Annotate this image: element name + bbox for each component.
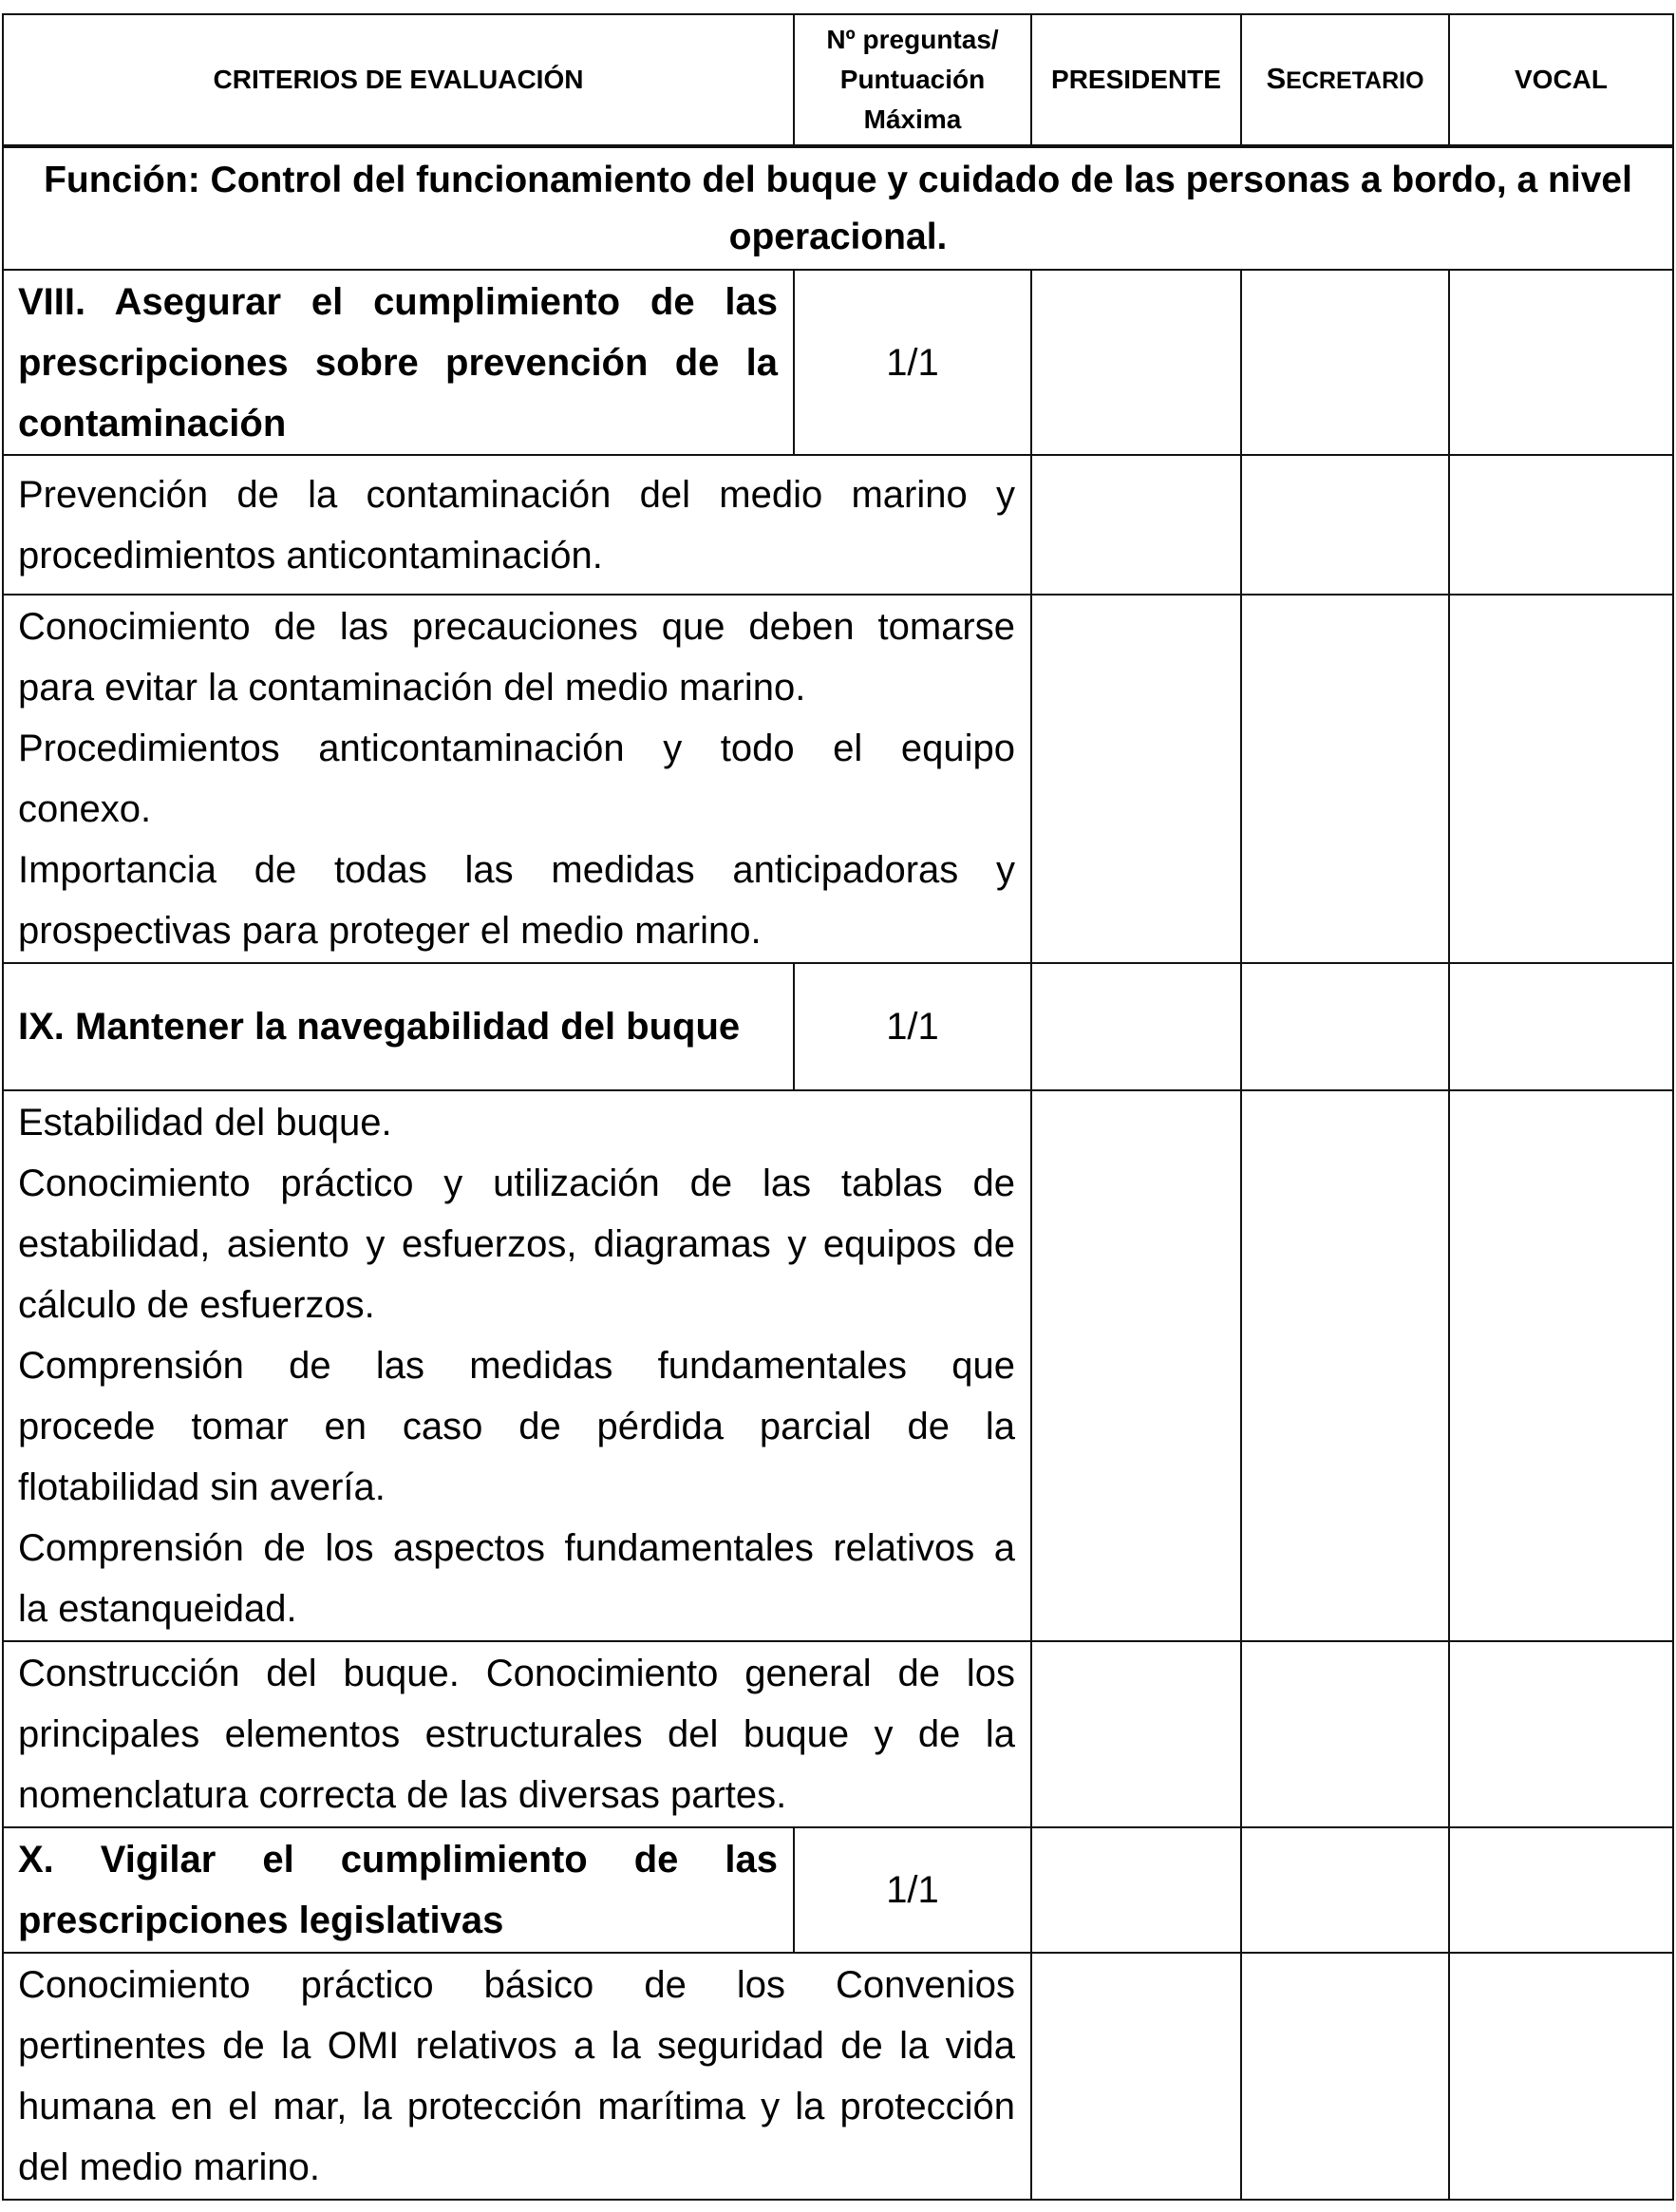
president-score-cell xyxy=(1032,596,1242,964)
text-line: humana en el mar, la protección marítima y la protección xyxy=(18,2086,1015,2127)
text-line: para evitar la contaminación del medio marino. xyxy=(18,667,806,709)
paragraph xyxy=(18,1092,1015,1153)
paragraph xyxy=(18,1335,1015,1518)
section-score-cell xyxy=(795,964,1032,1091)
paragraph xyxy=(18,1153,1015,1335)
section-title-line: X. Vigilar el cumplimiento de las xyxy=(18,1839,778,1881)
section-score-value: 1/1 xyxy=(886,1006,939,1048)
president-header-cell xyxy=(1032,15,1242,148)
text-line: estabilidad, asiento y esfuerzos, diagramas y equipos de xyxy=(18,1223,1015,1265)
secretary-score-cell xyxy=(1242,596,1450,964)
member-score-cell xyxy=(1450,596,1674,964)
criteria-item-cell xyxy=(4,1954,1032,2201)
secretary-score-cell xyxy=(1242,964,1450,1091)
member-score-cell xyxy=(1450,964,1674,1091)
secretary-score-cell xyxy=(1242,271,1450,456)
paragraph xyxy=(18,1643,1015,1825)
section-title-line: prescripciones sobre prevención de la xyxy=(18,341,778,384)
section-title-cell xyxy=(4,271,795,456)
text-line: Conocimiento de las precauciones que deben tomarse xyxy=(18,606,1015,648)
secretary-header-label: SECRETARIO xyxy=(1266,62,1424,95)
text-line: pertinentes de la OMI relativos a la seguridad de la vida xyxy=(18,2025,1015,2067)
section-title-line: VIII. Asegurar el cumplimiento de las xyxy=(18,280,778,323)
criteria-item-cell xyxy=(4,456,1032,596)
text-line: conexo. xyxy=(18,788,152,830)
president-score-cell xyxy=(1032,964,1242,1091)
president-score-cell xyxy=(1032,1954,1242,2201)
president-score-cell xyxy=(1032,1091,1242,1642)
text-line: Construcción del buque. Conocimiento general de los xyxy=(18,1653,1015,1694)
president-header-label: PRESIDENTE xyxy=(1051,65,1221,94)
text-line: prospectivas para proteger el medio marino. xyxy=(18,910,762,952)
criteria-header-cell xyxy=(4,15,795,148)
secretary-header-cell xyxy=(1242,15,1450,148)
section-title-line: IX. Mantener la navegabilidad del buque xyxy=(18,1006,741,1048)
text-line: Conocimiento práctico básico de los Convenios xyxy=(18,1964,1015,2006)
paragraph xyxy=(18,1955,1015,2198)
text-line: procede tomar en caso de pérdida parcial de la xyxy=(18,1406,1015,1447)
max-score-header-line: Máxima xyxy=(863,104,962,134)
function-heading-line: Función: Control del funcionamiento del buque y cuidado de las personas a bordo, a nivel xyxy=(44,159,1632,200)
max-score-header-line: Puntuación xyxy=(839,65,986,94)
member-score-cell xyxy=(1450,1642,1674,1828)
criteria-header-label: CRITERIOS DE EVALUACIÓN xyxy=(213,65,584,94)
section-title-line: prescripciones legislativas xyxy=(18,1900,504,1941)
secretary-score-cell xyxy=(1242,456,1450,596)
member-score-cell xyxy=(1450,271,1674,456)
text-line: Conocimiento práctico y utilización de las tablas de xyxy=(18,1163,1015,1204)
max-score-header-cell xyxy=(795,15,1032,148)
paragraph xyxy=(18,840,1015,961)
section-score-cell xyxy=(795,1828,1032,1954)
text-line: Prevención de la contaminación del medio marino y xyxy=(18,473,1015,516)
evaluation-criteria-table xyxy=(2,13,1674,2201)
secretary-score-cell xyxy=(1242,1828,1450,1954)
section-score-value: 1/1 xyxy=(886,341,939,384)
secretary-score-cell xyxy=(1242,1091,1450,1642)
criteria-item-cell xyxy=(4,1091,1032,1642)
criteria-item-cell xyxy=(4,1642,1032,1828)
text-line: nomenclatura correcta de las diversas partes. xyxy=(18,1774,787,1816)
function-heading-cell xyxy=(4,148,1674,271)
text-line: Procedimientos anticontaminación y todo el equipo xyxy=(18,728,1015,769)
section-title-line: contaminación xyxy=(18,402,287,444)
section-title-cell xyxy=(4,964,795,1091)
criteria-item-cell xyxy=(4,596,1032,964)
president-score-cell xyxy=(1032,1828,1242,1954)
member-score-cell xyxy=(1450,1091,1674,1642)
president-score-cell xyxy=(1032,1642,1242,1828)
text-line: procedimientos anticontaminación. xyxy=(18,534,603,577)
paragraph xyxy=(18,718,1015,840)
section-score-cell xyxy=(795,271,1032,456)
paragraph xyxy=(18,1518,1015,1639)
secretary-score-cell xyxy=(1242,1954,1450,2201)
member-score-cell xyxy=(1450,456,1674,596)
member-header-label: VOCAL xyxy=(1515,65,1608,94)
text-line: principales elementos estructurales del buque y de la xyxy=(18,1713,1015,1755)
text-line: Comprensión de las medidas fundamentales que xyxy=(18,1345,1015,1387)
paragraph xyxy=(18,596,1015,718)
president-score-cell xyxy=(1032,271,1242,456)
text-line: Importancia de todas las medidas anticipadoras y xyxy=(18,849,1015,891)
president-score-cell xyxy=(1032,456,1242,596)
paragraph xyxy=(18,464,1015,586)
member-score-cell xyxy=(1450,1828,1674,1954)
section-title-cell xyxy=(4,1828,795,1954)
text-line: cálculo de esfuerzos. xyxy=(18,1284,375,1326)
text-line: flotabilidad sin avería. xyxy=(18,1466,386,1508)
max-score-header-line: Nº preguntas/ xyxy=(826,25,999,54)
function-heading-line: operacional. xyxy=(728,216,948,257)
text-line: Comprensión de los aspectos fundamentales relativos a xyxy=(18,1527,1015,1569)
text-line: del medio marino. xyxy=(18,2146,320,2188)
secretary-score-cell xyxy=(1242,1642,1450,1828)
member-header-cell xyxy=(1450,15,1674,148)
member-score-cell xyxy=(1450,1954,1674,2201)
text-line: la estanqueidad. xyxy=(18,1588,297,1630)
text-line: Estabilidad del buque. xyxy=(18,1102,392,1144)
section-score-value: 1/1 xyxy=(886,1869,939,1911)
